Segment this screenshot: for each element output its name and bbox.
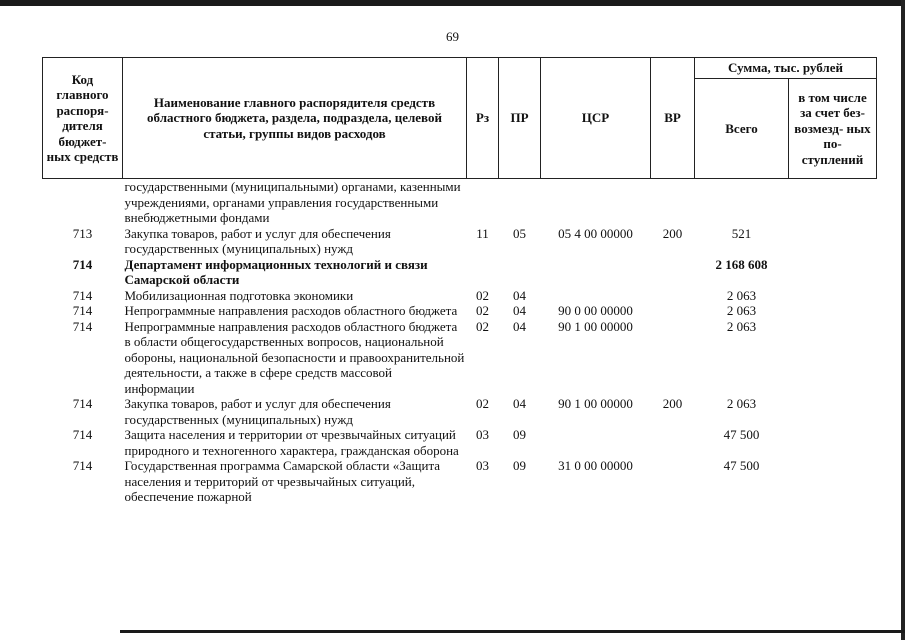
table-row [43, 427, 877, 458]
row-pr: 04 [513, 303, 526, 318]
row-total: 47 500 [723, 458, 760, 473]
row-vr [651, 458, 695, 505]
row-gratuitous [789, 427, 877, 458]
header-pr: ПР [499, 58, 541, 179]
row-rz: 02 [476, 396, 489, 411]
row-total: 2 168 608 [715, 256, 768, 272]
row-csr: 90 1 00 00000 [558, 396, 633, 411]
row-gratuitous [789, 319, 877, 397]
row-name: Мобилизационная подготовка экономики [124, 287, 354, 303]
row-name: Непрограммные направления расходов областного бюджета [124, 303, 458, 318]
row-total: 521 [731, 225, 752, 241]
row-gratuitous [789, 458, 877, 505]
row-code [43, 179, 123, 226]
row-name: Закупка товаров, работ и услуг для обеспечения государственных (муниципальных) нужд [124, 225, 391, 256]
row-pr: 09 [513, 458, 526, 473]
row-vr: 200 [662, 396, 683, 411]
row-gratuitous [789, 226, 877, 257]
row-code: 714 [72, 303, 93, 318]
row-rz: 03 [476, 458, 489, 473]
table-row [43, 319, 877, 397]
row-gratuitous [789, 179, 877, 226]
row-gratuitous [789, 257, 877, 288]
header-csr: ЦСР [541, 58, 651, 179]
row-vr [651, 288, 695, 304]
row-name: Государственная программа Самарской области «Защита населения и территорий от чрезвычайных ситуаций, обеспечение пожарной [124, 458, 441, 504]
table-row [43, 288, 877, 304]
header-vr: ВР [651, 58, 695, 179]
row-name: государственными (муниципальными) органами, казенными учреждениями, органами управления государственными внебюджетными фондами [124, 179, 461, 225]
row-rz: 03 [476, 427, 489, 442]
row-total: 47 500 [723, 427, 760, 442]
row-name: Защита населения и территории от чрезвычайных ситуаций природного и техногенного характера, гражданская оборона [124, 427, 459, 458]
row-pr: 05 [513, 225, 526, 241]
row-csr: 31 0 00 00000 [558, 458, 633, 473]
header-rz: Рз [467, 58, 499, 179]
row-vr [651, 303, 695, 319]
row-csr [541, 179, 651, 226]
row-gratuitous [789, 288, 877, 304]
row-csr [541, 427, 651, 458]
row-gratuitous [789, 396, 877, 427]
row-vr [651, 179, 695, 226]
row-code: 714 [72, 256, 93, 272]
row-rz: 02 [476, 318, 489, 334]
row-code: 714 [72, 458, 93, 473]
row-code: 714 [72, 318, 93, 334]
row-csr [541, 288, 651, 304]
row-vr: 200 [662, 225, 683, 241]
table-row [43, 226, 877, 257]
row-pr: 04 [513, 287, 526, 303]
row-code: 714 [72, 427, 93, 442]
row-rz: 11 [476, 225, 489, 241]
row-vr [651, 427, 695, 458]
page-number: 69 [446, 29, 459, 44]
table-row [43, 458, 877, 505]
table-row [43, 179, 877, 226]
row-pr [499, 179, 541, 226]
row-total: 2 063 [726, 318, 757, 334]
header-gratuitous: в том числе за счет без- возмезд- ных по- ступлений [789, 79, 877, 179]
row-rz: 02 [476, 303, 489, 318]
row-name: Закупка товаров, работ и услуг для обеспечения государственных (муниципальных) нужд [124, 396, 391, 427]
row-name: Непрограммные направления расходов областного бюджета в области общегосударственных вопросов, национальной обороны, национальной безопасности и правоохранительной деятельности, а также в сфере средств массовой информации [124, 318, 465, 396]
table-header [43, 58, 877, 179]
row-csr [541, 257, 651, 288]
table-body [43, 179, 877, 505]
header-name: Наименование главного распорядителя средств областного бюджета, раздела, подраздела, целевой статьи, группы видов расходов [123, 58, 467, 179]
row-rz [467, 257, 499, 288]
row-name: Департамент информационных технологий и связи Самарской области [124, 256, 428, 287]
row-csr: 05 4 00 00000 [558, 225, 633, 241]
scan-right-border [901, 0, 905, 640]
header-code: Код главного распоря- дителя бюджет- ных средств [43, 58, 123, 179]
row-pr: 04 [513, 318, 526, 334]
table-row [43, 396, 877, 427]
header-total: Всего [695, 79, 789, 179]
row-total: 2 063 [726, 303, 757, 318]
header-sum: Сумма, тыс. рублей [695, 58, 877, 79]
scan-top-border [0, 0, 905, 6]
row-total [695, 179, 789, 226]
budget-table [42, 57, 877, 505]
row-code: 714 [72, 287, 93, 303]
table-row [43, 257, 877, 288]
row-total: 2 063 [726, 287, 757, 303]
row-code: 714 [72, 396, 93, 411]
row-gratuitous [789, 303, 877, 319]
row-rz [467, 179, 499, 226]
row-rz: 02 [476, 287, 489, 303]
row-pr [499, 257, 541, 288]
row-csr: 90 0 00 00000 [558, 303, 633, 318]
row-pr: 09 [513, 427, 526, 442]
table-row [43, 303, 877, 319]
row-vr [651, 257, 695, 288]
row-code: 713 [72, 225, 93, 241]
scan-bottom-line [120, 630, 905, 633]
row-vr [651, 319, 695, 397]
row-csr: 90 1 00 00000 [558, 318, 633, 334]
budget-sheet [42, 57, 876, 505]
row-total: 2 063 [726, 396, 757, 411]
row-pr: 04 [513, 396, 526, 411]
